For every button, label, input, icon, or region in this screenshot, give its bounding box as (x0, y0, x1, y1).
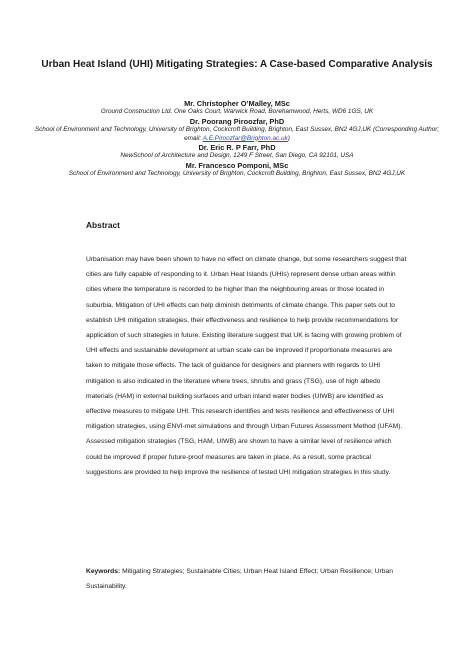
author-entry (28, 117, 446, 143)
author-email-link[interactable]: A.E.Piroozfar@Brighton.ac.uk (202, 134, 288, 142)
affiliation-end: ) (287, 134, 290, 142)
keywords-paragraph (86, 564, 408, 594)
affiliation-text: School of Environment and Technology, University of Brighton, Cockcroft Building, Brighton, East Sussex, BN2 4GJ,UK (Corresponding Author; email: (34, 126, 440, 142)
author-affiliation: NewSchool of Architecture and Design, 1249 F Street, San Diego, CA 92101, USA (120, 152, 354, 160)
author-entry (28, 99, 446, 117)
keywords-label: Keywords: (86, 568, 121, 575)
author-name: Mr. Christopher O’Malley, MSc (184, 99, 290, 108)
paper-title: Urban Heat Island (UHI) Mitigating Strategies: A Case-based Comparative Analysis (41, 59, 433, 70)
author-block (28, 99, 446, 179)
author-name: Dr. Poorang Piroozfar, PhD (189, 116, 285, 126)
author-affiliation: School of Environment and Technology, University of Brighton, Cockcroft Building, Brighton, East Sussex, BN2 4GJ,UK (68, 170, 406, 178)
author-entry (28, 143, 446, 161)
author-name: Dr. Eric R. P Farr, PhD (198, 143, 276, 153)
author-entry (28, 161, 446, 179)
author-affiliation (28, 126, 446, 143)
author-affiliation: Ground Construction Ltd. One Oaks Court, Warwick Road, Borehamwood, Herts, WD6 1GS, UK (100, 108, 374, 116)
abstract-heading: Abstract (86, 220, 120, 230)
keywords-text: Mitigating Strategies; Sustainable Cities; Urban Heat Island Effect; Urban Resilience; Urban Sustainability. (86, 568, 393, 591)
author-name: Mr. Francesco Pomponi, MSc (185, 160, 289, 170)
abstract-text: Urbanisation may have been shown to have no effect on climate change, but some researchers suggest that cities are fully capable of responding to it. Urban Heat Islands (UHIs) represent dense urban areas within cities where the temperature is recorded to be higher than the neighbouring areas or those located in suburbia. Mitigation of UHI effects can help diminish detriments of climate change. This paper sets out to establish UHI mitigation strategies, their effectiveness and resilience to help provide recommendations for application of such strategies in future. Existing literature suggest that UK is facing with growing problem of UHI effects and sustainable development at urban scale can be improved if proportionate measures are taken to mitigate those effects. The lack of guidance for designers and planners with regards to UHI mitigation is also indicated in the literature where trees, shrubs and grass (TSG), use of high albedo materials (HAM) in external building surfaces and urban inland water bodies (UIWB) are identified as effective measures to mitigate UHI. This research identifies and tests resilience and effectiveness of UHI mitigation strategies, using ENVI-met simulations and through Urban Futures Assessment Method (UFAM). Assessed mitigation strategies (TSG, HAM, UIWB) are shown to have a similar level of resilience which could be improved if proper future-proof measures are taken in place. As a result, some practical suggestions are provided to help improve the resilience of tested UHI mitigation strategies in this study. (86, 256, 407, 476)
